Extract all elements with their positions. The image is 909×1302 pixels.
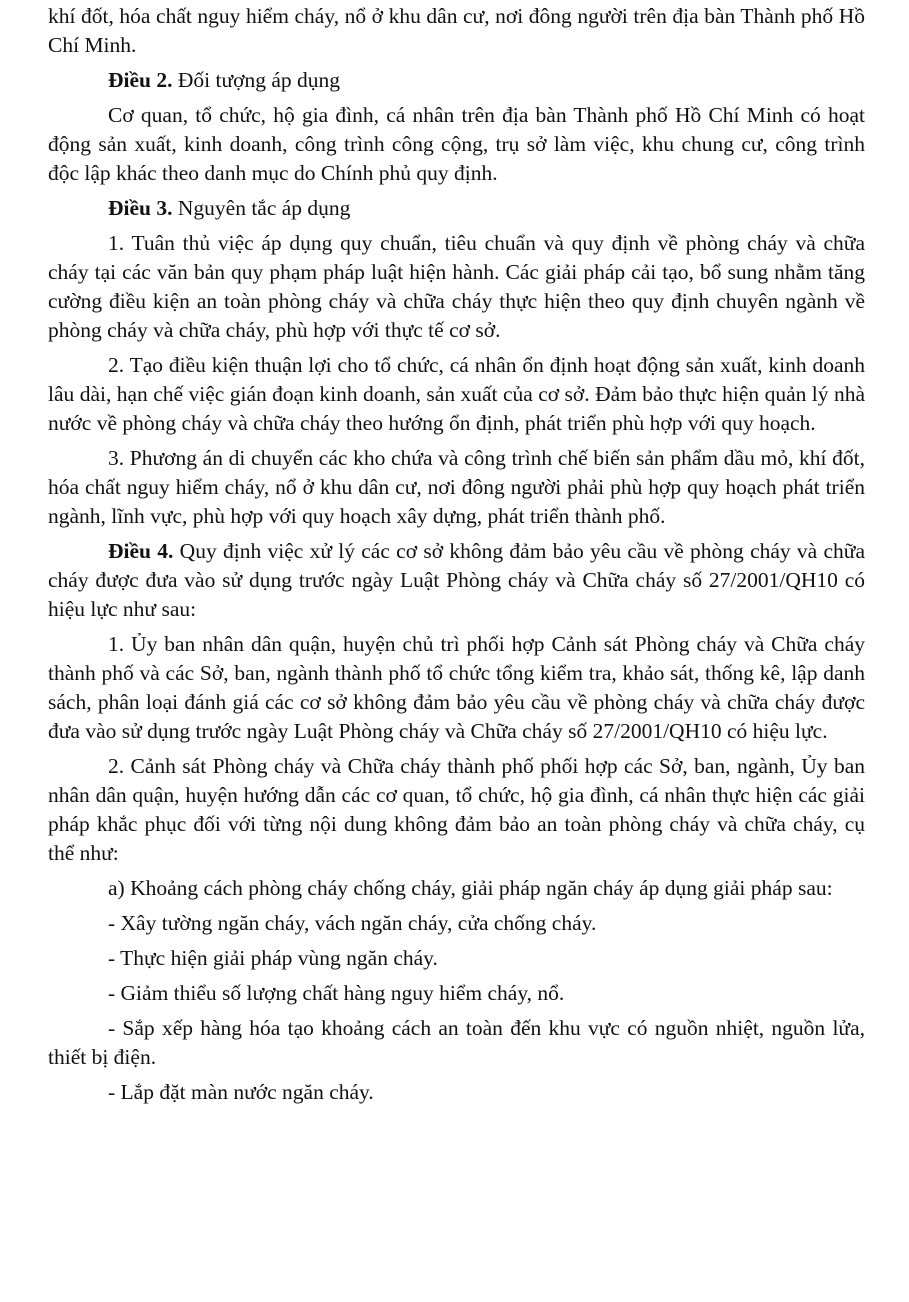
article-4-bullet-3: - Giảm thiểu số lượng chất hàng nguy hiểm cháy, nổ. (108, 981, 565, 1005)
article-2-body: Cơ quan, tổ chức, hộ gia đình, cá nhân trên địa bàn Thành phố Hồ Chí Minh có hoạt động sản xuất, kinh doanh, công trình công cộng, trụ sở làm việc, khu chung cư, công trình độc lập khác theo danh mục do Chính phủ quy định. (48, 103, 865, 185)
article-3-heading (48, 194, 865, 223)
article-4-subitem-a: a) Khoảng cách phòng cháy chống cháy, giải pháp ngăn cháy áp dụng giải pháp sau: (108, 876, 833, 900)
article-3-item-3: 3. Phương án di chuyển các kho chứa và công trình chế biến sản phẩm dầu mỏ, khí đốt, hóa chất nguy hiểm cháy, nổ ở khu dân cư, nơi đông người phải phù hợp quy hoạch phát triển ngành, lĩnh vực, phù hợp với quy hoạch xây dựng, phát triển thành phố. (48, 446, 865, 528)
article-2-heading (48, 66, 865, 95)
article-3-item-1: 1. Tuân thủ việc áp dụng quy chuẩn, tiêu chuẩn và quy định về phòng cháy và chữa cháy tại các văn bản quy phạm pháp luật hiện hành. Các giải pháp cải tạo, bổ sung nhằm tăng cường điều kiện an toàn phòng cháy và chữa cháy thực hiện theo quy định chuyên ngành về phòng cháy và chữa cháy, phù hợp với thực tế cơ sở. (48, 231, 865, 342)
article-4-item-2: 2. Cảnh sát Phòng cháy và Chữa cháy thành phố phối hợp các Sở, ban, ngành, Ủy ban nhân dân quận, huyện hướng dẫn các cơ quan, tổ chức, hộ gia đình, cá nhân thực hiện các giải pháp khắc phục đối với từng nội dung không đảm bảo an toàn phòng cháy và chữa cháy, cụ thể như: (48, 754, 865, 865)
article-3-item-2: 2. Tạo điều kiện thuận lợi cho tổ chức, cá nhân ổn định hoạt động sản xuất, kinh doanh lâu dài, hạn chế việc gián đoạn kinh doanh, sản xuất của cơ sở. Đảm bảo thực hiện quản lý nhà nước về phòng cháy và chữa cháy theo hướng ổn định, phát triển phù hợp với quy hoạch. (48, 353, 865, 435)
article-4-item-1: 1. Ủy ban nhân dân quận, huyện chủ trì phối hợp Cảnh sát Phòng cháy và Chữa cháy thành phố và các Sở, ban, ngành thành phố tổ chức tổng kiểm tra, khảo sát, thống kê, lập danh sách, phân loại đánh giá các cơ sở không đảm bảo yêu cầu về phòng cháy và chữa cháy được đưa vào sử dụng trước ngày Luật Phòng cháy và Chữa cháy số 27/2001/QH10 có hiệu lực. (48, 632, 865, 743)
article-2-title: Đối tượng áp dụng (172, 68, 341, 92)
article-3-label: Điều 3. (108, 196, 173, 220)
article-4-bullet-1: - Xây tường ngăn cháy, vách ngăn cháy, cửa chống cháy. (108, 911, 597, 935)
article-4-label: Điều 4. (108, 539, 174, 563)
article-4-heading (48, 537, 865, 624)
article-4-bullet-2: - Thực hiện giải pháp vùng ngăn cháy. (108, 946, 438, 970)
article-3-title: Nguyên tắc áp dụng (172, 196, 351, 220)
article-2-label: Điều 2. (108, 68, 173, 92)
article-4-title: Quy định việc xử lý các cơ sở không đảm bảo yêu cầu về phòng cháy và chữa cháy được đưa vào sử dụng trước ngày Luật Phòng cháy và Chữa cháy số 27/2001/QH10 có hiệu lực như sau: (48, 539, 865, 621)
article-4-bullet-4: - Sắp xếp hàng hóa tạo khoảng cách an toàn đến khu vực có nguồn nhiệt, nguồn lửa, thiết bị điện. (48, 1016, 865, 1069)
article-4-bullet-5: - Lắp đặt màn nước ngăn cháy. (108, 1080, 374, 1104)
intro-paragraph: khí đốt, hóa chất nguy hiểm cháy, nổ ở khu dân cư, nơi đông người trên địa bàn Thành phố Hồ Chí Minh. (48, 4, 865, 57)
